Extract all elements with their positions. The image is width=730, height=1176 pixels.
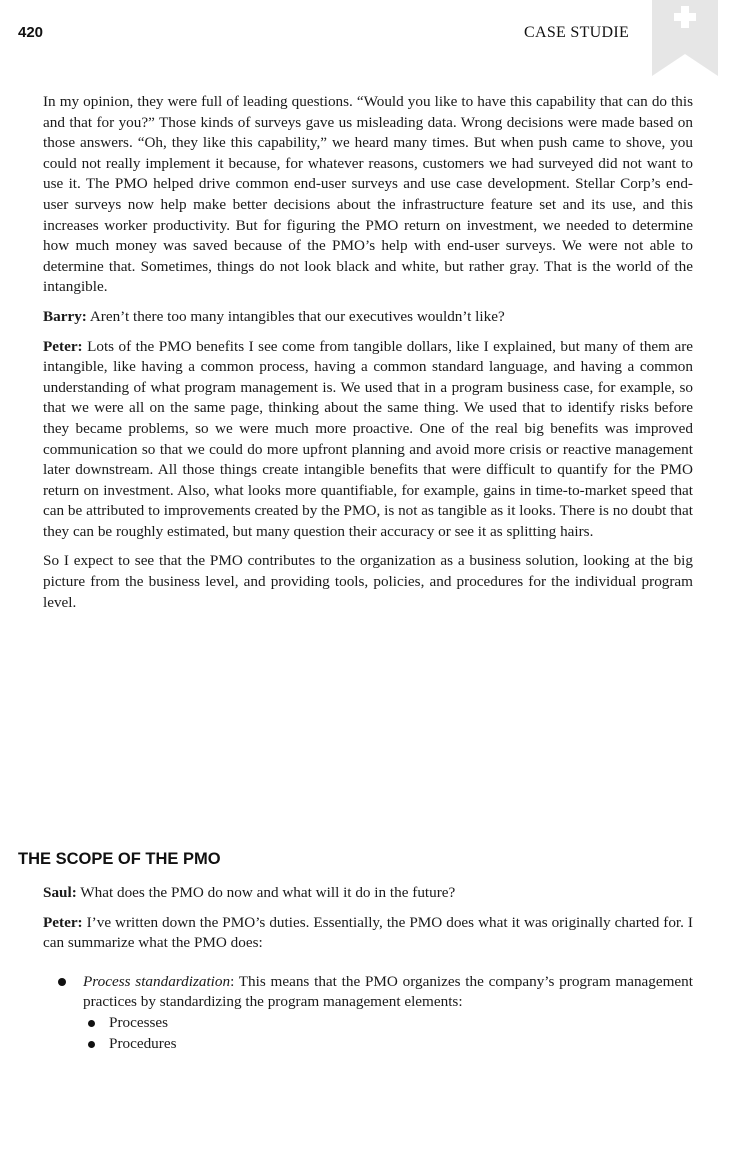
bullet-icon: [88, 1020, 95, 1027]
dialogue-saul: [43, 883, 693, 904]
section-heading: THE SCOPE OF THE PMO: [18, 850, 221, 868]
running-header: CASE STUDIE: [524, 24, 630, 41]
sub-item-text: Procedures: [109, 1034, 177, 1052]
speaker-label: Saul:: [43, 884, 77, 901]
dialogue-barry: [43, 307, 693, 328]
section-body: [43, 883, 693, 1054]
bullet-text: : This means that the PMO organizes the company’s program management practices by standardizing the program management elements:: [83, 972, 693, 1011]
dialogue-peter: [43, 337, 693, 543]
list-item: [83, 1013, 693, 1034]
dialogue-text: Lots of the PMO benefits I see come from tangible dollars, like I explained, but many of them are intangible, like having a common process, having a common standard language, and having a common understanding of what program management is. We used that in a program business case, for example, so that we were all on the same page, thinking about the same thing. We used that to identify risks before they became problems, so we were much more proactive. One of the real big benefits was improved communication so that we could do more upfront planning and avoid more crisis or reactive management later downstream. All those things create intangible benefits that were difficult to quantify for the PMO return on investment. Also, what looks more quantifiable, for example, gains in time-to-market speed that can be attributed to improvements created by the PMO, is not as tangible as it looks. There is no doubt that they can be roughly estimated, but many question their accuracy or see it as splitting hairs.: [43, 337, 693, 540]
speaker-label: Peter:: [43, 337, 83, 355]
dialogue-text: What does the PMO do now and what will it do in the future?: [76, 884, 456, 901]
sub-item-text: Processes: [109, 1013, 169, 1031]
speaker-label: Barry:: [43, 307, 87, 325]
list-item: [43, 972, 693, 1054]
body-text: [43, 92, 693, 622]
speaker-label: Peter:: [43, 913, 83, 931]
page-number: 420: [18, 24, 44, 41]
sub-bullet-list: [83, 1013, 693, 1054]
paragraph: In my opinion, they were full of leading questions. “Would you like to have this capability that can do this and that for you?” Those kinds of surveys gave us misleading data. Wrong decisions were made based on those answers. “Oh, they like this capability,” we heard many times. But when push came to shove, you could not really implement it because, for whatever reasons, customers we had surveyed did not want to use it. The PMO helped drive common end-user surveys and use case development. Stellar Corp’s end-user surveys now help make better decisions about the infrastructure feature set and its use, and this increases worker productivity. But for figuring the PMO return on investment, we needed to determine how much money was saved because of the PMO’s help with end-user surveys. We were not able to determine that. Sometimes, things do not look black and white, but rather gray. That is the world of the intangible.: [43, 93, 693, 296]
bullet-list: [43, 972, 693, 1054]
dialogue-peter: [43, 913, 693, 954]
paragraph: So I expect to see that the PMO contributes to the organization as a business solution, looking at the big picture from the business level, and providing tools, policies, and procedures for the individual program level.: [43, 552, 693, 611]
bullet-icon: [88, 1041, 95, 1048]
bullet-icon: [58, 978, 66, 986]
bookmark-plus-icon[interactable]: [652, 0, 718, 76]
list-item: [83, 1034, 693, 1055]
dialogue-text: Aren’t there too many intangibles that our executives wouldn’t like?: [86, 307, 505, 325]
dialogue-text: I’ve written down the PMO’s duties. Essentially, the PMO does what it was originally charted for. I can summarize what the PMO does:: [43, 913, 693, 952]
bullet-term: Process standardization: [83, 972, 231, 990]
